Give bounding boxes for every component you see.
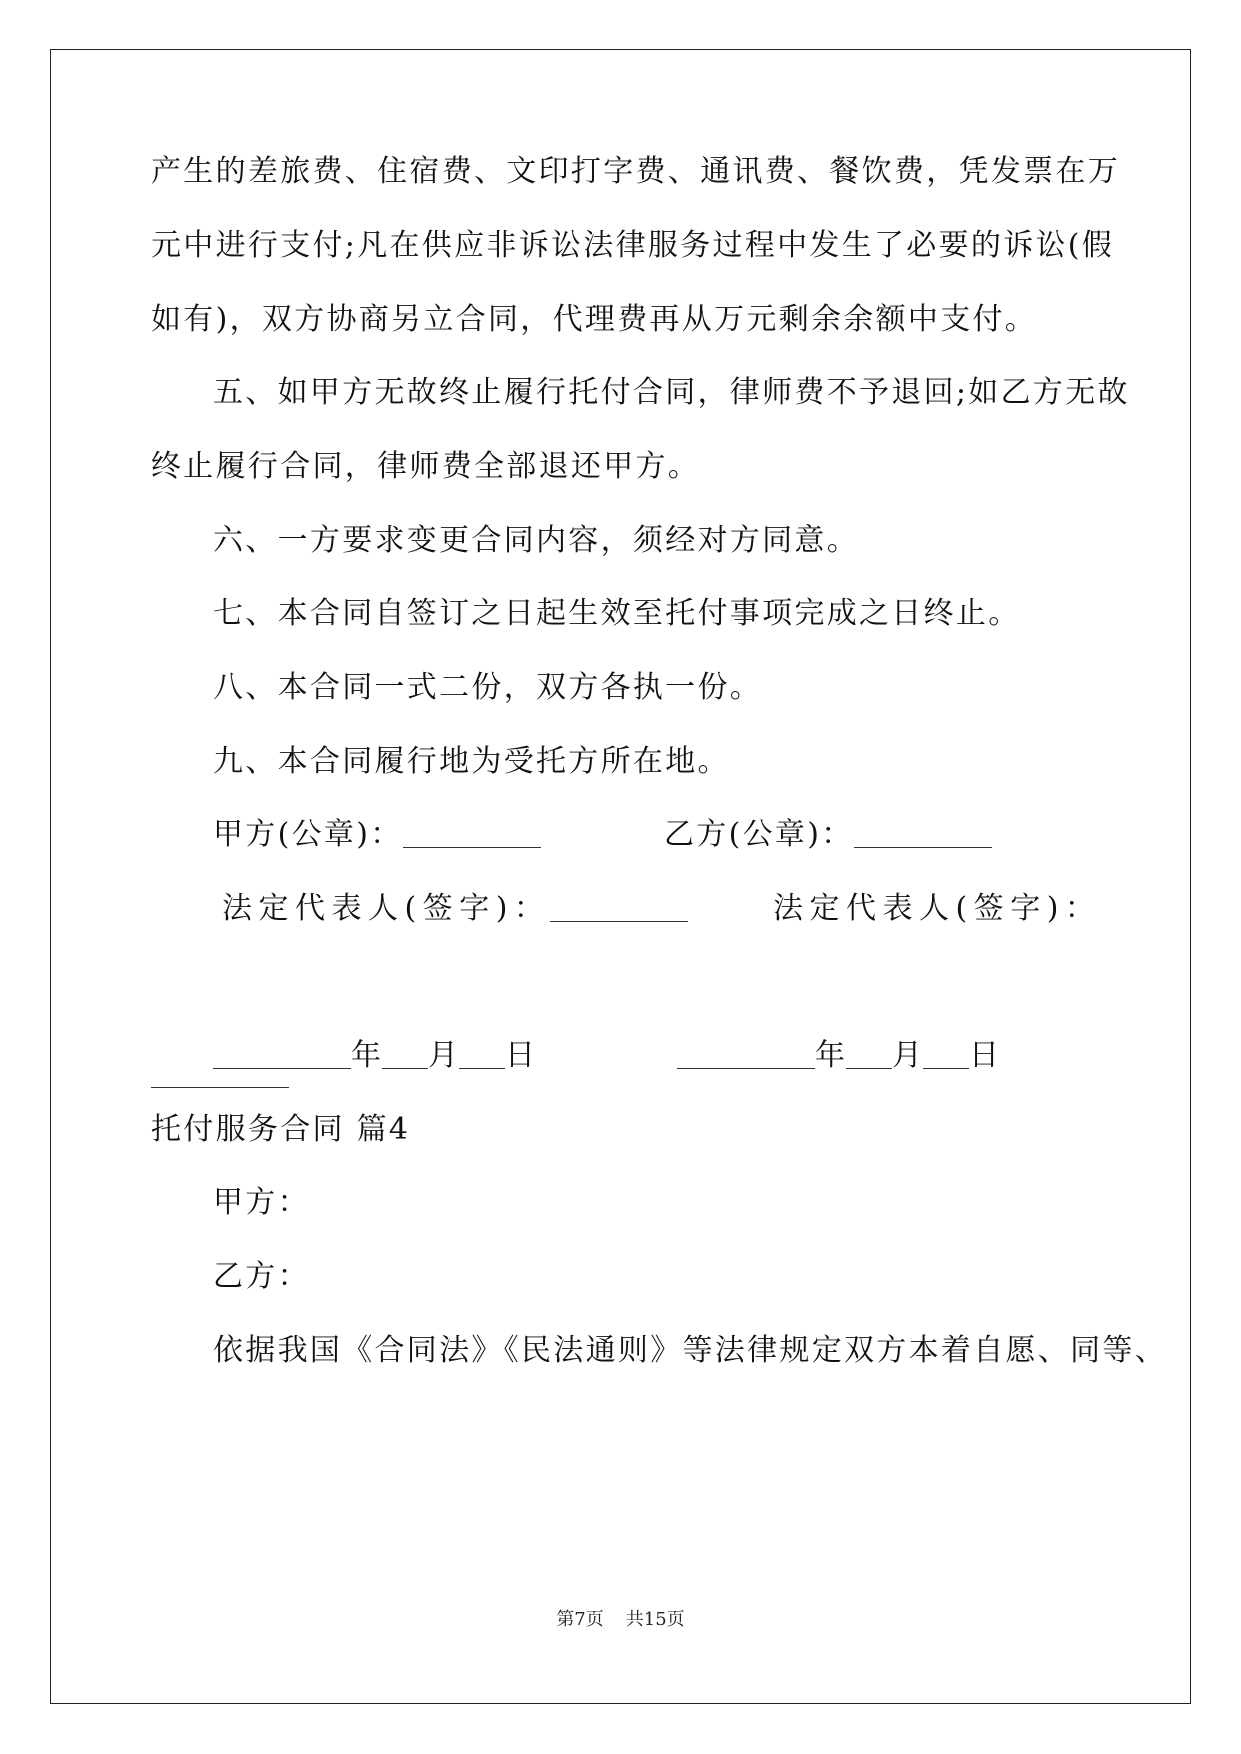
party-a-rep-blank[interactable]	[550, 893, 688, 922]
party-b-month-blank[interactable]	[846, 1040, 892, 1069]
party-a-rep-label: 法定代表人(签字)：	[222, 891, 551, 926]
party-a-day-blank[interactable]	[459, 1040, 505, 1069]
party-b-rep-row	[773, 889, 1101, 929]
party-a-label: 甲方：	[213, 1185, 310, 1220]
party-a-seal-blank[interactable]	[403, 819, 541, 848]
party-b-seal-row	[664, 815, 992, 855]
party-b-rep-label: 法定代表人(签字)：	[773, 891, 1102, 926]
page-border	[50, 49, 1191, 1704]
party-a-seal-row	[213, 815, 541, 855]
clause-5-line-2: 终止履行合同，律师费全部退还甲方。	[151, 449, 701, 484]
preamble-paragraph: 依据我国《合同法》《民法通则》等法律规定双方本着自愿、同等、	[213, 1333, 1167, 1368]
clause-7: 七、本合同自签订之日起生效至托付事项完成之日终止。	[213, 596, 1021, 631]
paragraph-line-1: 产生的差旅费、住宿费、文印打字费、通讯费、餐饮费，凭发票在万	[151, 154, 1120, 189]
party-a-seal-label: 甲方(公章)：	[213, 817, 403, 852]
party-b-label: 乙方：	[213, 1259, 310, 1294]
clause-9: 九、本合同履行地为受托方所在地。	[213, 744, 730, 779]
party-b-seal-label: 乙方(公章)：	[664, 817, 854, 852]
day-label: 日	[969, 1038, 1000, 1073]
party-a-month-blank[interactable]	[382, 1040, 428, 1069]
party-a-year-blank[interactable]	[213, 1040, 351, 1069]
month-label: 月	[428, 1038, 459, 1073]
clause-6: 六、一方要求变更合同内容，须经对方同意。	[213, 523, 859, 558]
year-label: 年	[351, 1038, 382, 1073]
clause-5-line-1: 五、如甲方无故终止履行托付合同，律师费不予退回;如乙方无故	[213, 375, 1130, 410]
party-a-rep-row	[222, 889, 688, 929]
page-number: 第7页	[556, 1609, 604, 1630]
day-label: 日	[505, 1038, 536, 1073]
page-footer	[0, 1608, 1241, 1632]
party-b-date-row	[677, 1036, 1000, 1076]
party-b-seal-blank[interactable]	[854, 819, 992, 848]
party-b-year-blank[interactable]	[677, 1040, 815, 1069]
party-b-day-blank[interactable]	[923, 1040, 969, 1069]
clause-8: 八、本合同一式二份，双方各执一份。	[213, 670, 763, 705]
page-total: 共15页	[625, 1609, 685, 1630]
paragraph-line-2: 元中进行支付;凡在供应非诉讼法律服务过程中发生了必要的诉讼(假	[151, 228, 1115, 263]
year-label: 年	[815, 1038, 846, 1073]
party-b-rep-blank[interactable]	[151, 1087, 289, 1088]
party-a-date-row	[213, 1036, 536, 1076]
paragraph-line-3: 如有)，双方协商另立合同，代理费再从万元剩余余额中支付。	[151, 302, 1038, 337]
section-title: 托付服务合同 篇4	[151, 1112, 411, 1147]
month-label: 月	[892, 1038, 923, 1073]
